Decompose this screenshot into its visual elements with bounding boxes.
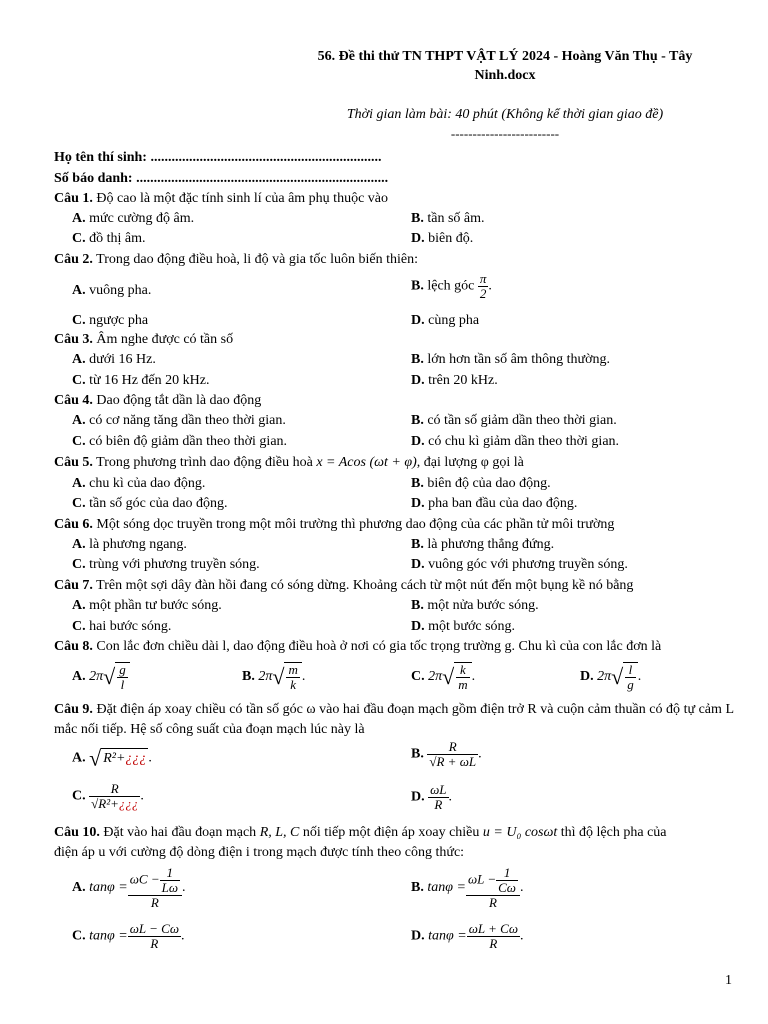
q2-option-c: C. ngược pha <box>72 313 149 328</box>
q6-option-a: A. là phương ngang. <box>72 537 187 552</box>
question-7: Câu 7. Trên một sợi dây đàn hồi đang có sóng dừng. Khoảng cách từ một nút đến một bụng kề nó bằng <box>54 578 634 593</box>
q6-option-b: B. là phương thẳng đứng. <box>411 537 555 552</box>
q5-option-d: D. pha ban đầu của dao động. <box>411 496 578 511</box>
q9-option-c: C. $\frac{R}{\text{√R²+¿¿¿}}$ . <box>72 781 144 811</box>
question-10-line-2: điện áp u với cường độ dòng điện i trong mạch được tính theo công thức: <box>54 845 465 860</box>
q3-option-d: D. trên 20 kHz. <box>411 373 498 388</box>
q3-option-c: C. từ 16 Hz đến 20 kHz. <box>72 373 210 388</box>
q7-option-b: B. một nửa bước sóng. <box>411 598 539 613</box>
title-line-2: Ninh.docx <box>474 68 536 83</box>
q1-option-a: A. mức cường độ âm. <box>72 211 195 226</box>
q6-option-d: D. vuông góc với phương truyền sóng. <box>411 557 628 572</box>
q9-option-a: A. √ R²+¿¿¿ . <box>72 745 152 771</box>
question-8: Câu 8. Con lắc đơn chiều dài l, dao động điều hoà ở nơi có gia tốc trọng trường g. Chu kì của con lắc đơn là <box>54 639 662 654</box>
q1-option-d: D. biên độ. <box>411 231 474 246</box>
q5-option-a: A. chu kì của dao động. <box>72 476 206 491</box>
q8-option-b: B. 2π√ $\frac{m}{k}$ . <box>242 662 306 692</box>
q2-option-b: B. lệch góc $\frac{\pi}{2}$ . <box>411 271 492 301</box>
q7-option-a: A. một phần tư bước sóng. <box>72 598 222 613</box>
q9-option-d: D. $\frac{\omega L}{R}$ . <box>411 782 453 812</box>
q3-option-b: B. lớn hơn tần số âm thông thường. <box>411 352 610 367</box>
student-id-blank: ........................................................................ <box>132 171 389 186</box>
q4-option-d: D. có chu kì giảm dần theo thời gian. <box>411 434 620 449</box>
q1-option-c: C. đồ thị âm. <box>72 231 146 246</box>
q10-option-b: B. tanφ = ωL − $\frac{1}{C\omega}$ R . <box>411 865 524 910</box>
question-label: Câu 1. <box>54 191 93 206</box>
question-1 <box>54 189 732 209</box>
question-9: Câu 9. Đặt điện áp xoay chiều có tần số góc ω vào hai đầu đoạn mạch gồm điện trở R và cuộn cảm thuần có độ tự cảm L mắc nối tiếp. Hệ số công suất của đoạn mạch lúc này là <box>54 702 734 737</box>
question-2: Câu 2. Trong dao động điều hoà, li độ và gia tốc luôn biến thiên: <box>54 252 418 267</box>
document-title <box>300 47 710 85</box>
student-id-label: Số báo danh: <box>54 171 133 186</box>
q10-option-a: A. tanφ = ωC − $\frac{1}{L\omega}$ R . <box>72 865 186 910</box>
q1-option-b: B. tần số âm. <box>411 211 485 226</box>
q7-option-c: C. hai bước sóng. <box>72 619 172 634</box>
question-4: Câu 4. Dao động tắt dần là dao động <box>54 393 262 408</box>
q4-option-c: C. có biên độ giảm dần theo thời gian. <box>72 434 288 449</box>
q8-option-a: A. 2π√ $\frac{g}{l}$ <box>72 662 130 692</box>
separator: ------------------------- <box>450 126 560 141</box>
student-name-blank: .................................................................. <box>146 150 382 165</box>
question-5: Câu 5. Trong phương trình dao động điều hoà x = Acos (ωt + φ), đại lượng φ gọi là <box>54 455 524 470</box>
q4-option-b: B. có tần số giảm dần theo thời gian. <box>411 413 617 428</box>
q5-option-b: B. biên độ của dao động. <box>411 476 551 491</box>
question-10: Câu 10. Đặt vào hai đầu đoạn mạch R, L, C nối tiếp một điện áp xoay chiều u = U₀ cosωt thì độ lệch pha của <box>54 825 667 840</box>
title-line-1: 56. Đề thi thử TN THPT VẬT LÝ 2024 - Hoàng Văn Thụ - Tây <box>317 49 693 64</box>
student-name-line <box>54 148 732 168</box>
student-name-label: Họ tên thí sinh: <box>54 150 147 165</box>
q3-option-a: A. dưới 16 Hz. <box>72 352 156 367</box>
exam-time: Thời gian làm bài: 40 phút (Không kể thời gian giao đề) <box>346 107 664 122</box>
q7-option-d: D. một bước sóng. <box>411 619 516 634</box>
q8-option-c: C. 2π√ $\frac{k}{m}$ . <box>411 662 476 692</box>
q4-option-a: A. có cơ năng tăng dần theo thời gian. <box>72 413 286 428</box>
question-3: Câu 3. Âm nghe được có tần số <box>54 332 234 347</box>
question-6: Câu 6. Một sóng dọc truyền trong một môi trường thì phương dao động của các phần tử môi trường <box>54 517 615 532</box>
q10-option-d: D. tanφ = $\frac{\omega L + C\omega}{R}$ . <box>411 921 524 951</box>
q10-option-c: C. tanφ = $\frac{\omega L - C\omega}{R}$ . <box>72 921 185 951</box>
student-id-line <box>54 169 732 189</box>
question-text: Độ cao là một đặc tính sinh lí của âm phụ thuộc vào <box>92 191 388 206</box>
q6-option-c: C. trùng với phương truyền sóng. <box>72 557 260 572</box>
q5-option-c: C. tần số góc của dao động. <box>72 496 228 511</box>
q2-option-d: D. cùng pha <box>411 313 480 328</box>
q9-option-b: B. $\frac{R}{√R + \omega L}$ . <box>411 739 482 769</box>
q2-option-a: A. vuông pha. <box>72 283 152 298</box>
page-number: 1 <box>725 973 732 988</box>
q8-option-d: D. 2π√ $\frac{l}{g}$ . <box>580 662 642 692</box>
formula: x = Acos (ωt + φ) <box>316 455 417 470</box>
